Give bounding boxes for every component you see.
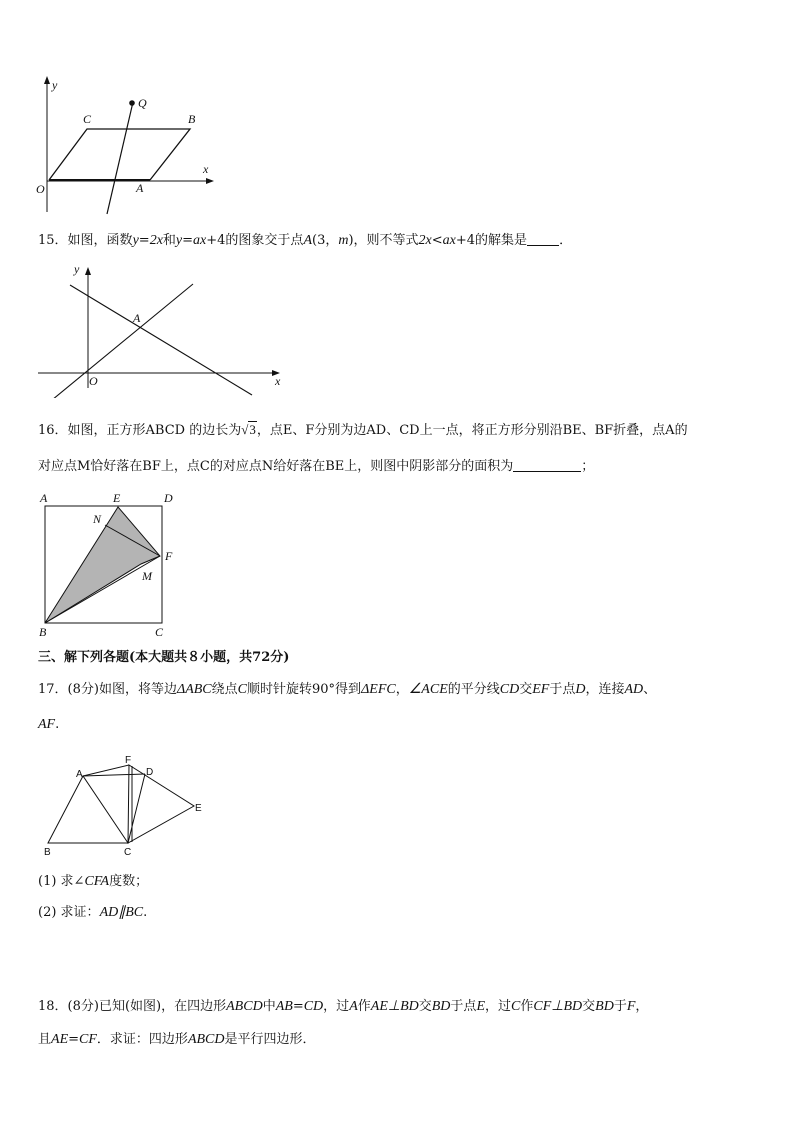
label-c: C <box>155 625 164 639</box>
label-c: C <box>124 847 132 858</box>
point-a-label: A <box>133 311 141 325</box>
label-n: N <box>93 512 102 526</box>
answer-blank[interactable] <box>513 457 581 472</box>
label-a: A <box>40 491 48 505</box>
label-a: A <box>76 769 83 780</box>
q15-number: 15． <box>38 233 68 248</box>
x-axis-label: x <box>203 162 209 176</box>
y-axis-label: y <box>74 262 80 276</box>
label-f: F <box>125 755 132 766</box>
x-axis-label: x <box>275 374 281 388</box>
sqrt-3: √3 <box>241 422 256 437</box>
question-16-line2: 对应点M恰好落在BF上，点C的对应点N给好落在BE上，则图中阴影部分的面积为 ； <box>38 459 595 474</box>
label-b: B <box>44 847 51 858</box>
question-17-part2: (2) 求证：AD∥BC. <box>38 905 148 920</box>
q15-lines-figure <box>30 258 290 398</box>
y-axis-label: y <box>52 78 58 92</box>
parallelogram-figure <box>30 72 220 222</box>
question-17-part1: (1) 求∠CFA度数； <box>38 874 149 889</box>
label-f: F <box>165 549 173 563</box>
origin-label: O <box>36 182 45 196</box>
q18-number: 18． <box>38 999 68 1014</box>
rotation-figure <box>36 752 216 862</box>
question-16-line1: 16．如图，正方形ABCD 的边长为√3，点E、F分别为边AD、CD上一点，将正方形分别沿BE、BF折叠，点A的 <box>38 422 688 438</box>
label-e: E <box>195 803 202 814</box>
label-b: B <box>39 625 47 639</box>
question-18-line2: 且AE=CF．求证：四边形ABCD是平行四边形． <box>38 1032 316 1047</box>
question-18-line1: 18．(8分)已知(如图)，在四边形ABCD中AB=CD，过A作AE⊥BD交BD于点E，过C作CF⊥BD交BD于F， <box>38 999 649 1014</box>
point-a-label: A <box>136 181 144 195</box>
label-e: E <box>113 491 121 505</box>
question-15: 15．如图，函数y=2x和y=ax+4的图象交于点A(3，m)，则不等式2x<ax+4的解集是 ． <box>38 233 573 248</box>
q17-number: 17． <box>38 682 68 697</box>
point-q-label: Q <box>138 96 147 110</box>
origin-label: O <box>89 374 98 388</box>
section-heading: 三、解下列各题(本大题共８小题，共72分) <box>38 650 290 665</box>
q16-number: 16． <box>38 423 68 438</box>
label-m: M <box>142 569 152 583</box>
question-17-line2: AF. <box>38 717 60 732</box>
point-c-label: C <box>83 112 92 126</box>
square-fold-figure <box>34 490 184 640</box>
label-d: D <box>164 491 173 505</box>
label-d: D <box>146 767 154 778</box>
question-17-line1: 17．(8分)如图，将等边ΔABC绕点C顺时针旋转90°得到ΔEFC，∠ACE的平分线CD交EF于点D，连接AD、 <box>38 682 657 697</box>
answer-blank[interactable] <box>527 231 559 246</box>
point-b-label: B <box>188 112 196 126</box>
